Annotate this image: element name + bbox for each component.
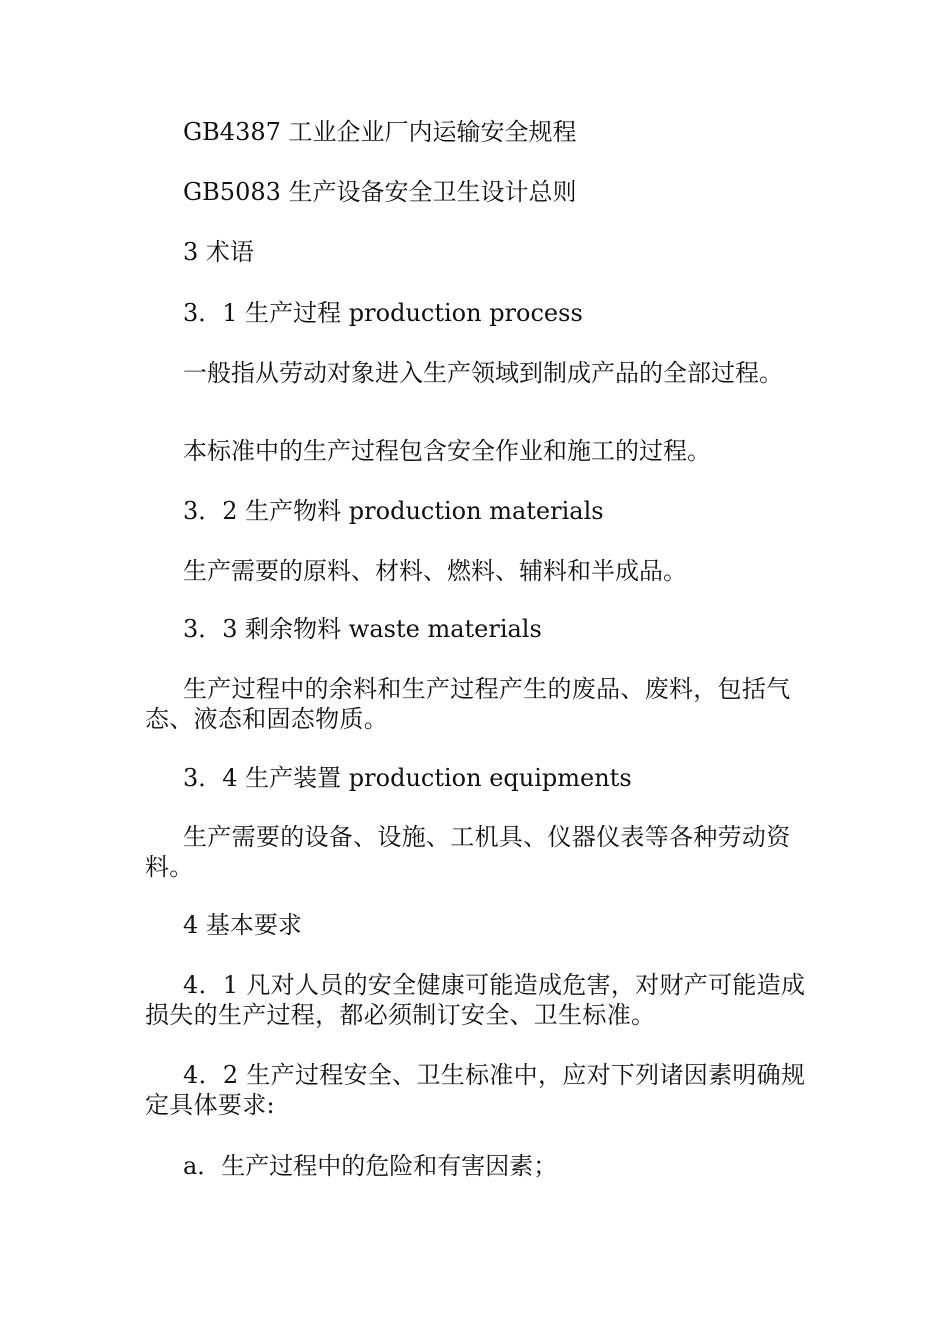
section-heading-basic-requirements: 4 基本要求 (183, 911, 302, 939)
term-definition-production-process: 一般指从劳动对象进入生产领域到制成产品的全部过程。 (183, 359, 783, 387)
term-definition-waste-materials: 生产过程中的余料和生产过程产生的废品、废料，包括气态、液态和固态物质。 (145, 675, 791, 733)
term-heading-production-process: 3．1 生产过程 production process (183, 299, 583, 327)
reference-gb4387: GB4387 工业企业厂内运输安全规程 (183, 118, 577, 146)
reference-gb5083: GB5083 生产设备安全卫生设计总则 (183, 178, 577, 206)
term-definition-production-equipments: 生产需要的设备、设施、工机具、仪器仪表等各种劳动资料。 (145, 823, 791, 881)
term-heading-waste-materials: 3．3 剩余物料 waste materials (183, 615, 542, 643)
requirement-4-1: 4．1 凡对人员的安全健康可能造成危害，对财产可能造成损失的生产过程，都必须制订安全、卫生标准。 (145, 971, 806, 1029)
requirement-4-2: 4．2 生产过程安全、卫生标准中，应对下列诸因素明确规定具体要求: (145, 1061, 806, 1119)
section-heading-terms: 3 术语 (183, 238, 254, 266)
requirement-item-a: a．生产过程中的危险和有害因素； (183, 1152, 558, 1180)
term-definition-production-materials: 生产需要的原料、材料、燃料、辅料和半成品。 (183, 557, 687, 585)
term-heading-production-materials: 3．2 生产物料 production materials (183, 497, 604, 525)
term-note-production-process: 本标准中的生产过程包含安全作业和施工的过程。 (183, 437, 711, 465)
term-heading-production-equipments: 3．4 生产装置 production equipments (183, 764, 632, 792)
